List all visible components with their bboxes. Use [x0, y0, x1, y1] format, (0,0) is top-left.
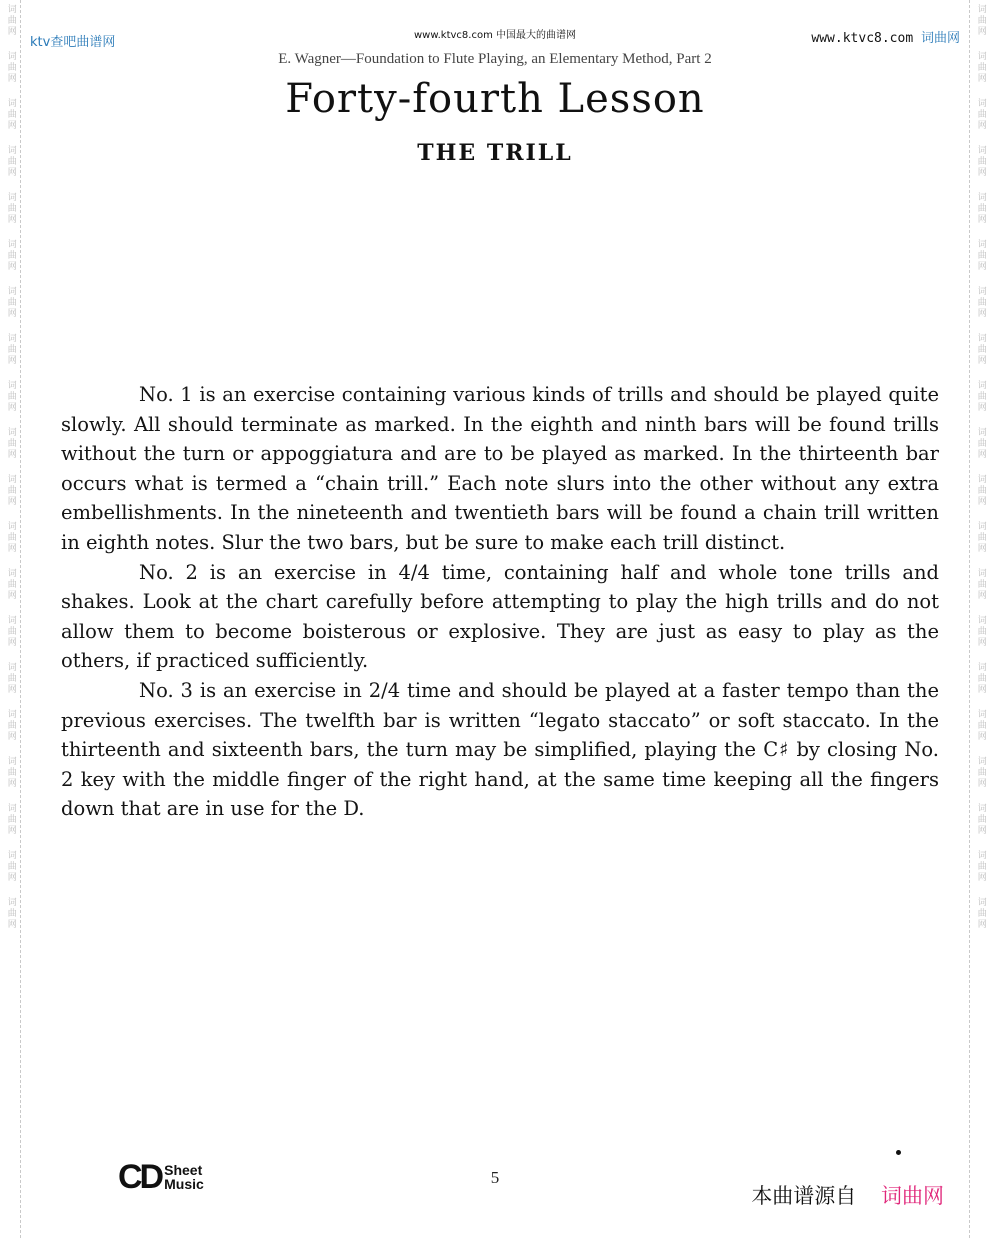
source-brand: 词曲网 — [881, 1184, 944, 1208]
margin-watermark: 词曲网 — [975, 850, 986, 883]
margin-watermark: 词曲网 — [5, 286, 16, 319]
site-link-top-center[interactable]: www.ktvc8.com 中国最大的曲谱网 — [413, 30, 576, 41]
logo-word-sheet: Sheet — [164, 1162, 203, 1178]
margin-watermark: 词曲网 — [5, 662, 16, 695]
margin-watermark: 词曲网 — [975, 474, 986, 507]
margin-watermark: 词曲网 — [975, 427, 986, 460]
site-link-top-left[interactable]: ktv查吧曲谱网 — [30, 35, 116, 50]
margin-watermark: 词曲网 — [975, 192, 986, 225]
margin-watermark: 词曲网 — [5, 803, 16, 836]
margin-watermark: 词曲网 — [5, 333, 16, 366]
margin-watermark: 词曲网 — [975, 568, 986, 601]
stray-dot — [896, 1150, 901, 1155]
right-watermark-column — [970, 0, 990, 1238]
margin-watermark: 词曲网 — [5, 615, 16, 648]
source-label: 本曲谱源自 — [751, 1184, 857, 1208]
margin-watermark: 词曲网 — [5, 380, 16, 413]
lesson-subtitle: THE TRILL — [417, 140, 573, 166]
margin-watermark: 词曲网 — [975, 615, 986, 648]
margin-watermark: 词曲网 — [5, 474, 16, 507]
book-header: E. Wagner—Foundation to Flute Playing, an Elementary Method, Part 2 — [278, 51, 712, 67]
margin-watermark: 词曲网 — [975, 333, 986, 366]
margin-watermark: 词曲网 — [975, 521, 986, 554]
lesson-body — [61, 380, 939, 824]
logo-mark: CD — [118, 1158, 162, 1196]
margin-watermark: 词曲网 — [5, 850, 16, 883]
paragraph-exercise-3: No. 3 is an exercise in 2/4 time and should be played at a faster tempo than the previous exercises. The twelfth bar is written “legato staccato” or soft staccato. In the thirteenth and sixteenth bars, the turn may be simplified, playing the C♯ by closing No. 2 key with the middle finger of the right hand, at the same time keeping all the fingers down that are in use for the D. — [61, 678, 939, 821]
margin-watermark: 词曲网 — [5, 897, 16, 930]
left-watermark-column — [0, 0, 20, 1238]
site-url: www.ktvc8.com — [811, 31, 914, 46]
site-link-top-right[interactable] — [811, 27, 960, 46]
margin-watermark: 词曲网 — [5, 427, 16, 460]
margin-watermark: 词曲网 — [975, 662, 986, 695]
margin-watermark: 词曲网 — [5, 239, 16, 272]
margin-watermark: 词曲网 — [5, 4, 16, 37]
margin-watermark: 词曲网 — [975, 709, 986, 742]
margin-watermark: 词曲网 — [975, 380, 986, 413]
margin-watermark: 词曲网 — [975, 145, 986, 178]
page-number: 5 — [490, 1168, 500, 1187]
site-name: 词曲网 — [920, 31, 960, 46]
margin-watermark: 词曲网 — [975, 4, 986, 37]
paragraph-exercise-1: No. 1 is an exercise containing various kinds of trills and should be played quite slowly. All should terminate as marked. In the eighth and ninth bars will be found trills without the turn or appoggiatura and are to be played as marked. In the thirteenth bar occurs what is termed a “chain trill.” Each note slurs into the other without any extra embellishments. In the nineteenth and twentieth bars will be found a chain trill written in eighth notes. Slur the two bars, but be sure to make each trill distinct. — [61, 383, 939, 554]
margin-watermark: 词曲网 — [5, 756, 16, 789]
logo-word-music: Music — [164, 1176, 204, 1192]
margin-watermark: 词曲网 — [5, 145, 16, 178]
margin-watermark: 词曲网 — [975, 286, 986, 319]
margin-watermark: 词曲网 — [975, 239, 986, 272]
margin-watermark: 词曲网 — [5, 98, 16, 131]
margin-watermark: 词曲网 — [5, 521, 16, 554]
margin-watermark: 词曲网 — [975, 51, 986, 84]
margin-watermark: 词曲网 — [975, 98, 986, 131]
source-note[interactable] — [751, 1180, 944, 1210]
margin-watermark: 词曲网 — [5, 192, 16, 225]
paragraph-exercise-2: No. 2 is an exercise in 4/4 time, containing half and whole tone trills and shakes. Look at the chart carefully before attempting to play the high trills and do not allow them to become boisterous or explosive. They are just as easy to play as the others, if practiced sufficiently. — [61, 560, 939, 673]
margin-watermark: 词曲网 — [5, 709, 16, 742]
margin-watermark: 词曲网 — [5, 51, 16, 84]
margin-watermark: 词曲网 — [975, 897, 986, 930]
margin-watermark: 词曲网 — [975, 756, 986, 789]
margin-watermark: 词曲网 — [5, 568, 16, 601]
margin-watermark: 词曲网 — [975, 803, 986, 836]
lesson-title: Forty-fourth Lesson — [285, 76, 705, 122]
